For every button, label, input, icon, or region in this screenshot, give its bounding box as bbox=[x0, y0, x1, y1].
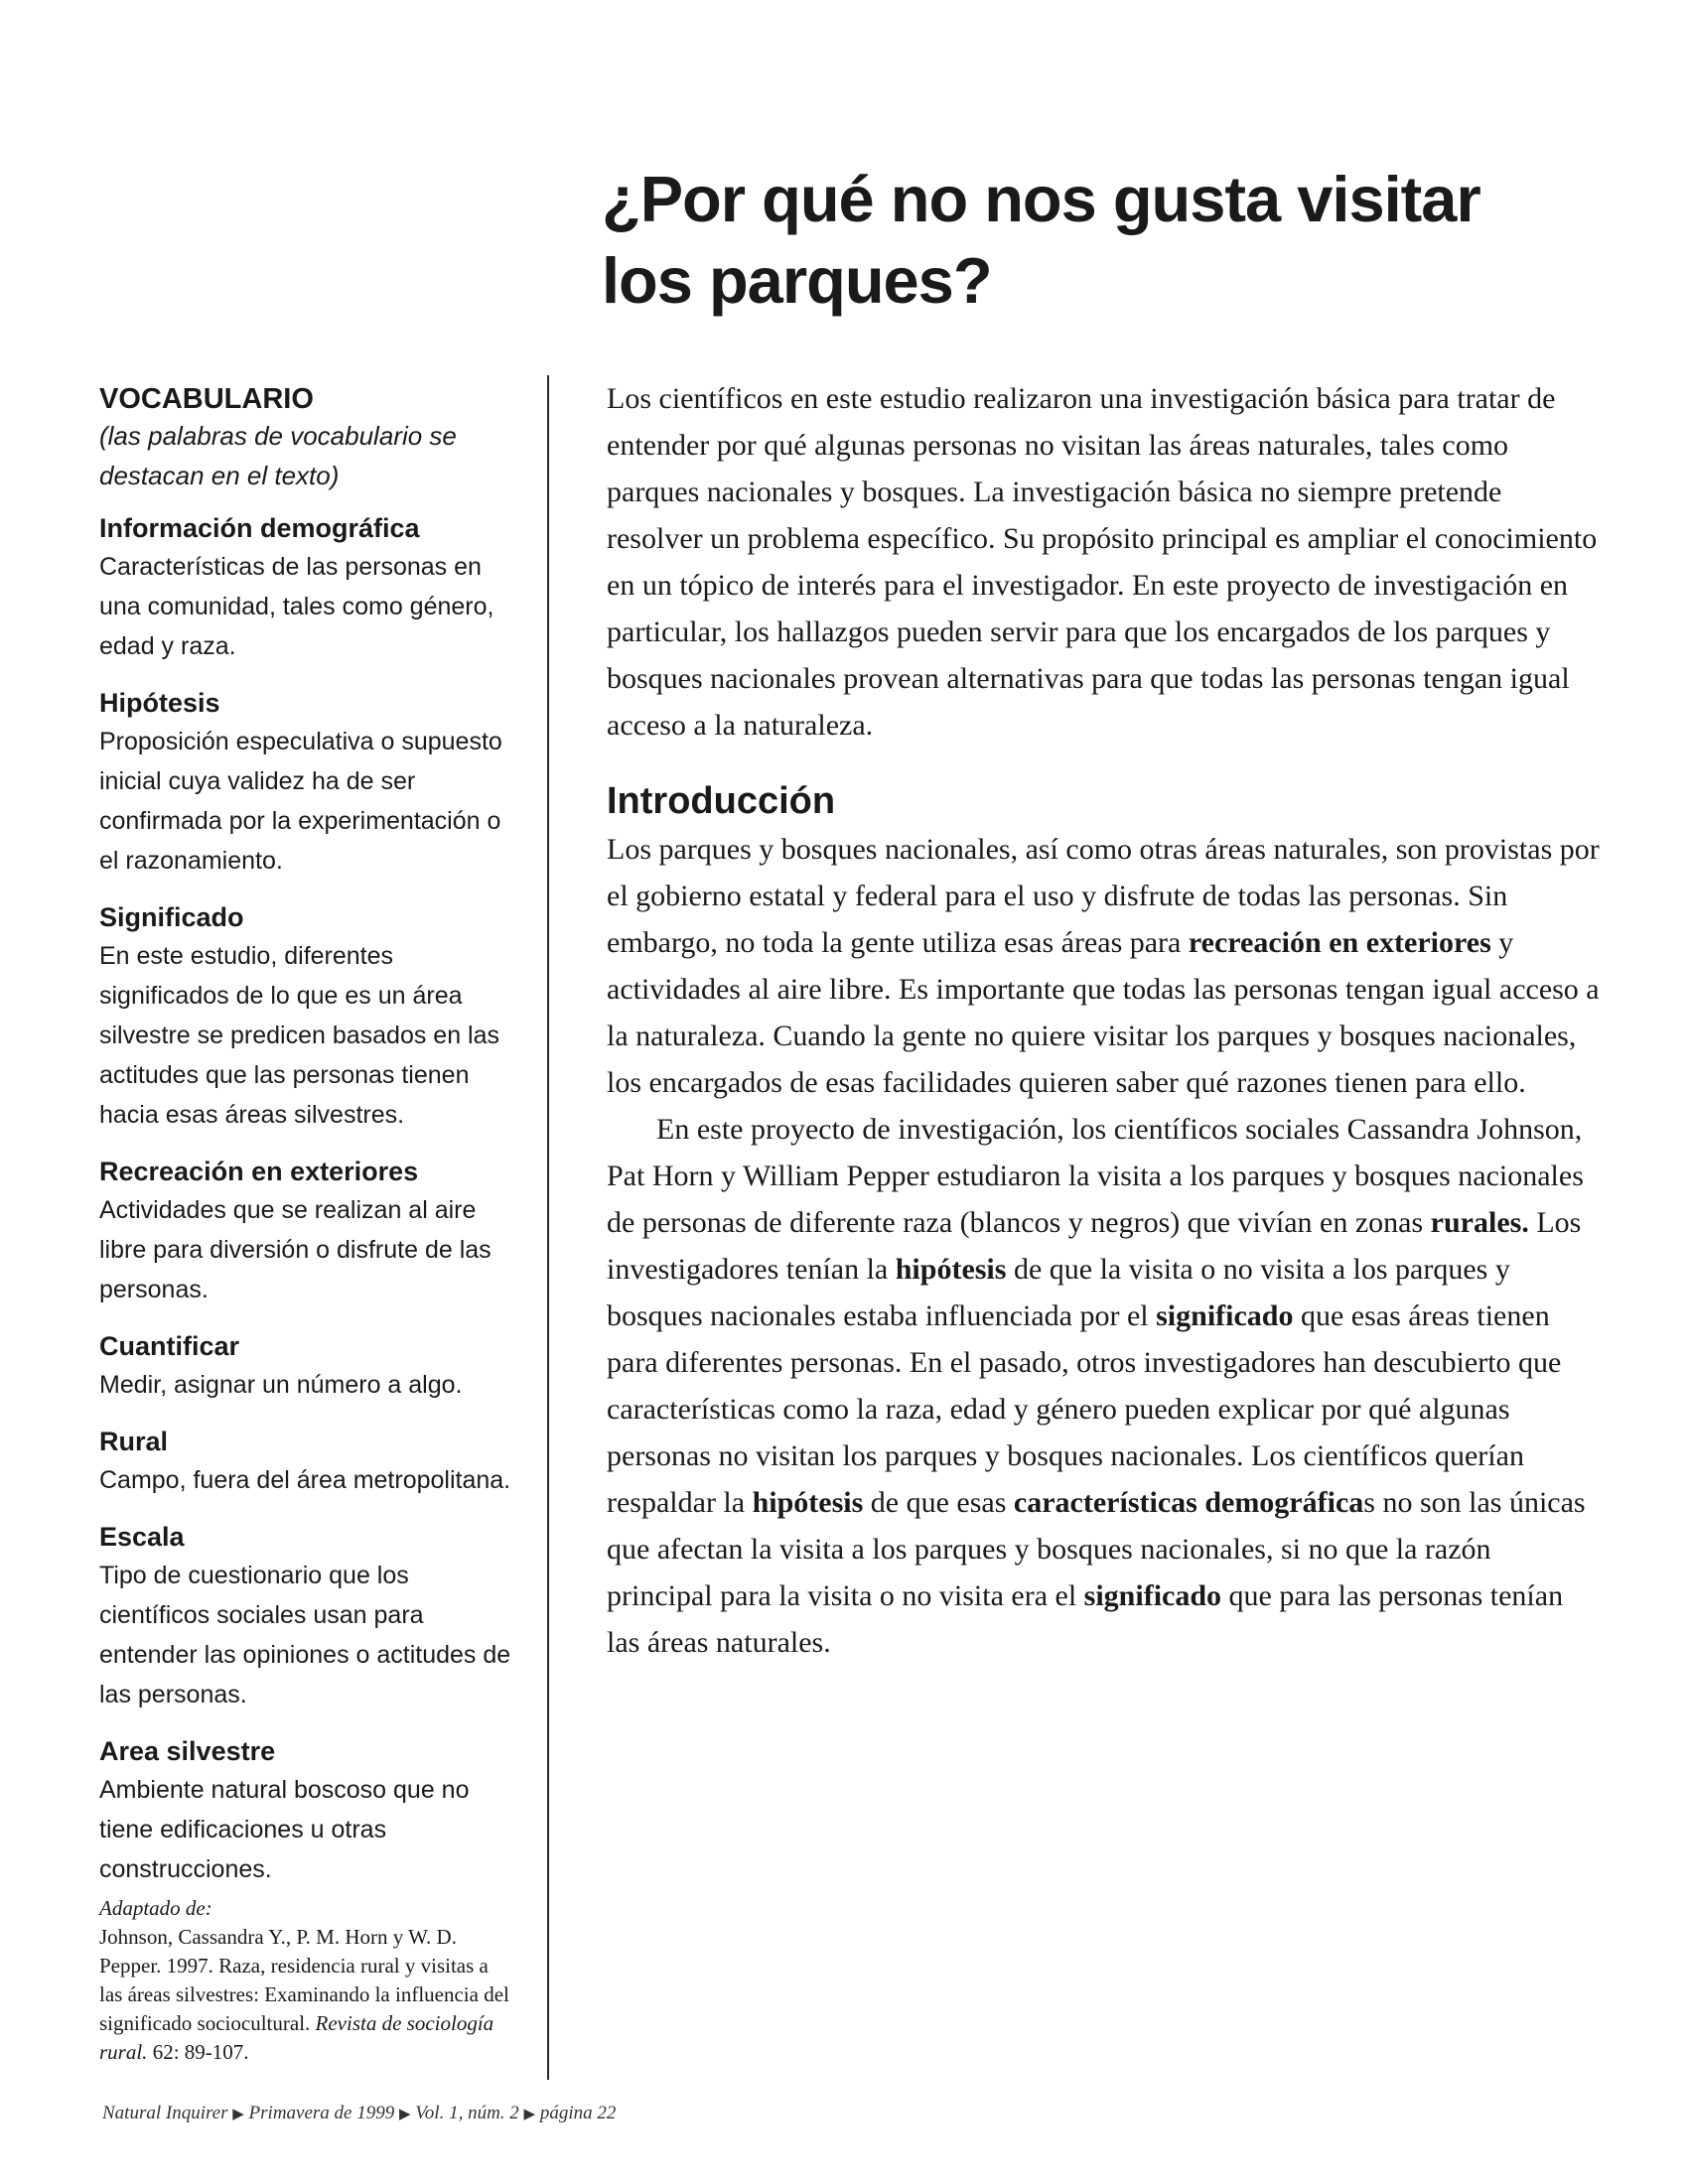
page-footer bbox=[102, 2103, 616, 2124]
vocabulary-highlight: características demográfica bbox=[1013, 1486, 1364, 1519]
intro-paragraph: Los científicos en este estudio realizaron una investigación básica para tratar de entender por qué algunas personas no visitan las áreas naturales, tales como parques nacionales y bosques. La investigación básica no siempre pretende resolver un problema específico. Su propósito principal es ampliar el conocimiento en un tópico de interés para el investigador. En este proyecto de investigación en particular, los hallazgos pueden servir para que los encargados de los parques y bosques nacionales provean alternativas para que todas las personas tengan igual acceso a la naturaleza. bbox=[607, 382, 1598, 742]
vocabulary-highlight: significado bbox=[1156, 1299, 1294, 1332]
paragraph-text: de que la visita o no visita a los parques y bosques nacionales estaba influenciada por el bbox=[607, 1253, 1510, 1332]
term-definition: Proposición especulativa o supuesto inicial cuya validez ha de ser confirmada por la experimentación o el razonamiento. bbox=[99, 728, 502, 875]
section-heading: Introducción bbox=[607, 780, 836, 822]
paragraph-text: que esas áreas tienen para diferentes personas. En el pasado, otros investigadores han descubierto que características como la raza, edad y género pueden explicar por qué algunas personas no visitan los parques y bosques nacionales. Los científicos querían respaldar la bbox=[607, 1299, 1562, 1519]
vocabulary-term bbox=[99, 898, 516, 1135]
citation-journal: Revista de sociología rural. bbox=[99, 2011, 494, 2064]
triangle-right-icon: ▶ bbox=[399, 2107, 411, 2122]
term-definition: Ambiente natural boscoso que no tiene edificaciones u otras construcciones. bbox=[99, 1776, 470, 1883]
vocabulary-term bbox=[99, 1518, 516, 1714]
vocabulary-term bbox=[99, 1327, 516, 1405]
term-name: Cuantificar bbox=[99, 1331, 240, 1361]
paragraph-text: de que esas bbox=[863, 1486, 1014, 1519]
term-name: Rural bbox=[99, 1427, 169, 1456]
vocabulary-term bbox=[99, 1732, 516, 1889]
vocabulary-term bbox=[99, 1423, 516, 1500]
footer-issue: Primavera de 1999 bbox=[248, 2103, 395, 2123]
footer-publication: Natural Inquirer bbox=[102, 2103, 228, 2123]
citation-adapted-label: Adaptado de: bbox=[99, 1896, 212, 1920]
body-paragraph bbox=[607, 1106, 1600, 1666]
vocabulary-sidebar bbox=[99, 382, 516, 1907]
vocabulary-highlight: recreación en exteriores bbox=[1188, 926, 1491, 959]
term-name: Significado bbox=[99, 902, 244, 932]
paragraph-text: que para las personas tenían las áreas naturales. bbox=[607, 1579, 1564, 1659]
vocabulary-highlight: rurales. bbox=[1430, 1206, 1529, 1239]
term-definition: Tipo de cuestionario que los científicos sociales usan para entender las opiniones o actitudes de las personas. bbox=[99, 1562, 511, 1708]
paragraph-text: Los parques y bosques nacionales, así como otras áreas naturales, son provistas por el gobierno estatal y federal para el uso y disfrute de todas las personas. Sin embargo, no toda la gente utiliza esas áreas para bbox=[607, 833, 1600, 959]
term-name: Area silvestre bbox=[99, 1736, 276, 1766]
vocabulary-term bbox=[99, 684, 516, 881]
paragraph-text: En este proyecto de investigación, los científicos sociales Cassandra Johnson, Pat Horn y William Pepper estudiaron la visita a los parques y bosques nacionales de personas de diferente raza (blancos y negros) que vivían en zonas bbox=[607, 1113, 1584, 1239]
article-body bbox=[607, 375, 1600, 1666]
term-definition: Campo, fuera del área metropolitana. bbox=[99, 1466, 511, 1494]
title-line-2: los parques? bbox=[602, 244, 992, 317]
column-divider bbox=[547, 375, 549, 2080]
term-definition: Actividades que se realizan al aire libre para diversión o disfrute de las personas. bbox=[99, 1196, 492, 1303]
vocabulary-highlight: significado bbox=[1083, 1579, 1222, 1612]
paragraph-text: y actividades al aire libre. Es importante que todas las personas tengan igual acceso a la naturaleza. Cuando la gente no quiere visitar los parques y bosques nacionales, los encargados de esas facilidades quieren saber qué razones tienen para ello. bbox=[607, 926, 1600, 1099]
term-name: Hipótesis bbox=[99, 688, 220, 718]
vocabulary-term bbox=[99, 1153, 516, 1309]
paragraph-text: s no son las únicas que afectan la visita a los parques y bosques nacionales, si no que la razón principal para la visita o no visita era el bbox=[607, 1486, 1586, 1612]
vocabulary-highlight: hipótesis bbox=[895, 1253, 1007, 1286]
paragraph-text: Los investigadores tenían la bbox=[607, 1206, 1582, 1286]
triangle-right-icon: ▶ bbox=[523, 2107, 536, 2122]
title-line-1: ¿Por qué no nos gusta visitar bbox=[602, 163, 1480, 235]
page-title bbox=[602, 159, 1595, 322]
footer-volume: Vol. 1, núm. 2 bbox=[415, 2103, 519, 2123]
vocabulary-note: (las palabras de vocabulario se destacan en el texto) bbox=[99, 421, 457, 490]
body-paragraph bbox=[607, 826, 1600, 1106]
source-citation bbox=[99, 1894, 516, 2067]
vocabulary-term bbox=[99, 509, 516, 666]
term-definition: Medir, asignar un número a algo. bbox=[99, 1371, 463, 1399]
vocabulary-heading: VOCABULARIO bbox=[99, 383, 314, 415]
citation-text: Johnson, Cassandra Y., P. M. Horn y W. D. Pepper. 1997. Raza, residencia rural y visitas a las áreas silvestres: Examinando la influencia del significado sociocultural. bbox=[99, 1925, 509, 2035]
footer-page: página 22 bbox=[539, 2103, 617, 2123]
vocabulary-highlight: hipótesis bbox=[752, 1486, 864, 1519]
citation-pages: 62: 89-107. bbox=[152, 2040, 249, 2064]
term-name: Recreación en exteriores bbox=[99, 1157, 419, 1186]
term-definition: Características de las personas en una comunidad, tales como género, edad y raza. bbox=[99, 553, 494, 660]
triangle-right-icon: ▶ bbox=[232, 2107, 244, 2122]
term-name: Información demográfica bbox=[99, 513, 420, 543]
term-definition: En este estudio, diferentes significados de lo que es un área silvestre se predicen basados en las actitudes que las personas tienen hacia esas áreas silvestres. bbox=[99, 942, 500, 1129]
term-name: Escala bbox=[99, 1522, 185, 1552]
